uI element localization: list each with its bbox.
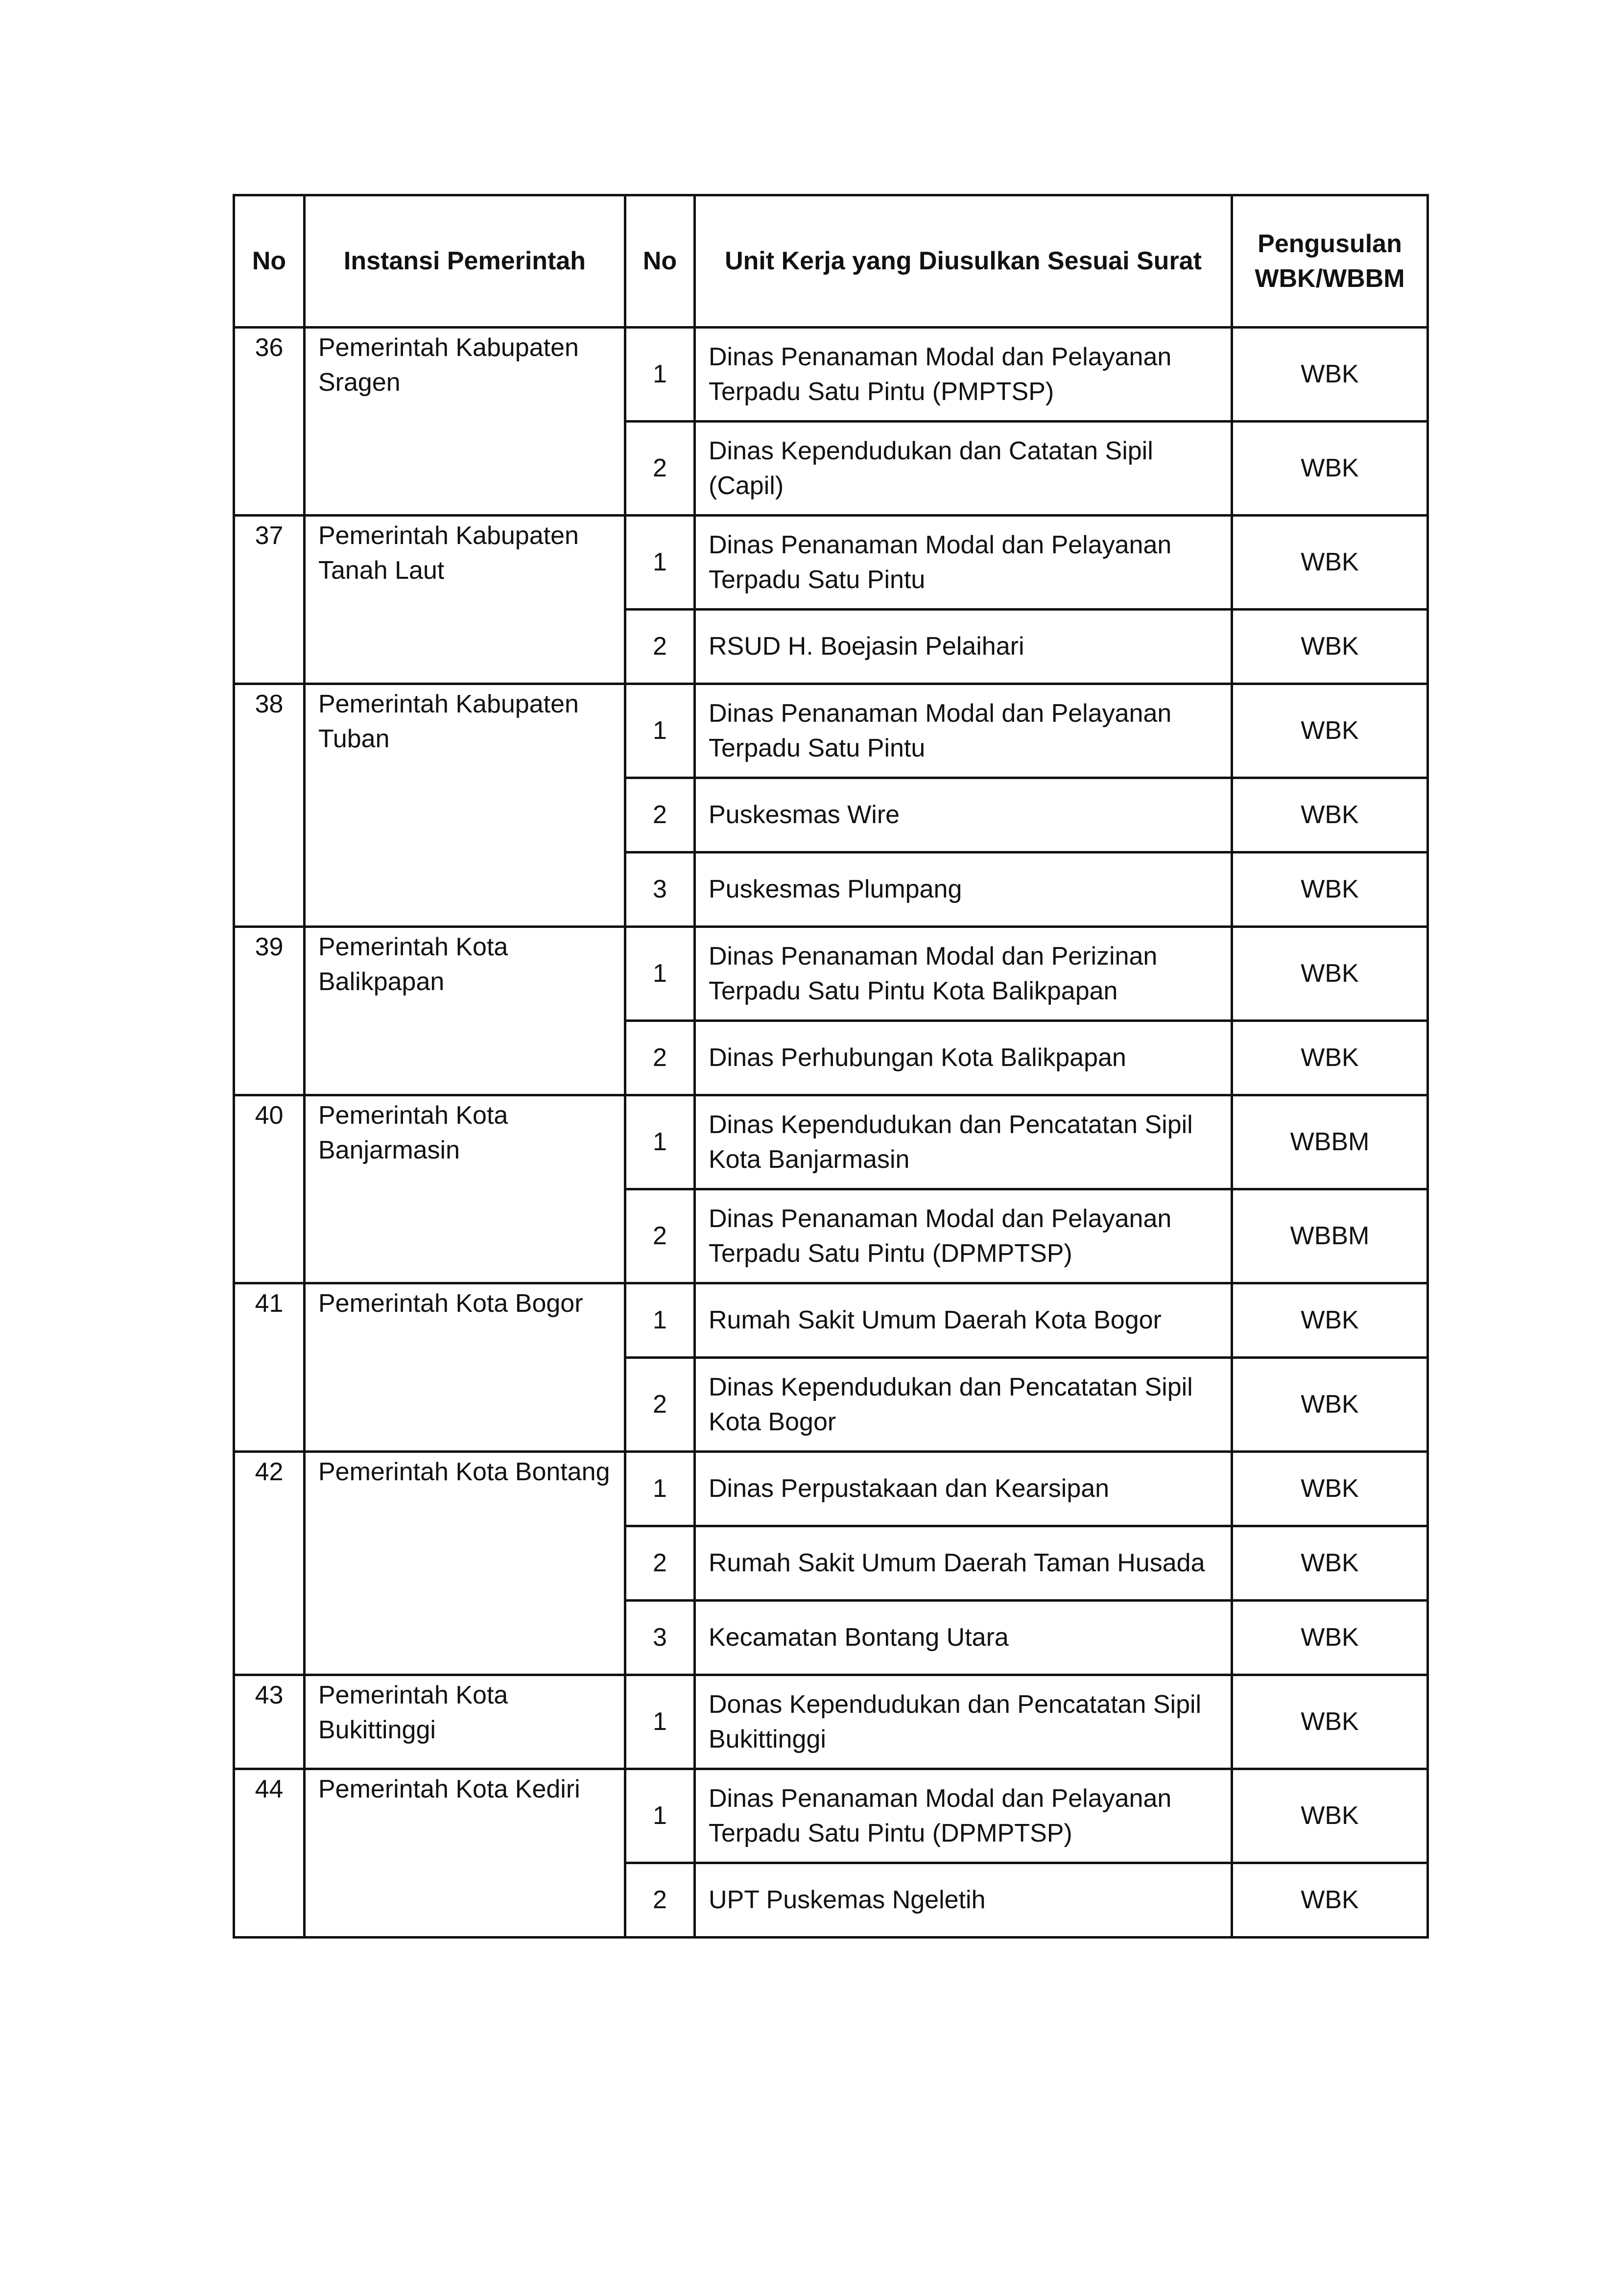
instansi-no: 41 (234, 1283, 305, 1452)
instansi-name: Pemerintah Kabupaten Tanah Laut (305, 516, 625, 684)
header-instansi: Instansi Pemerintah (305, 195, 625, 328)
table-row (234, 684, 1428, 778)
unit-name: Donas Kependudukan dan Pencatatan Sipil Bukittinggi (695, 1675, 1232, 1769)
unit-name: Dinas Kependudukan dan Catatan Sipil (Capil) (695, 422, 1232, 516)
unit-no: 1 (625, 1283, 695, 1358)
unit-name: Dinas Perhubungan Kota Balikpapan (695, 1021, 1232, 1095)
unit-no: 2 (625, 1021, 695, 1095)
instansi-name: Pemerintah Kota Balikpapan (305, 927, 625, 1095)
unit-name: Kecamatan Bontang Utara (695, 1601, 1232, 1675)
instansi-name: Pemerintah Kota Bukittinggi (305, 1675, 625, 1769)
unit-name: Dinas Penanaman Modal dan Pelayanan Terpadu Satu Pintu (DPMPTSP) (695, 1769, 1232, 1863)
instansi-no: 40 (234, 1095, 305, 1283)
proposal-type: WBBM (1232, 1189, 1428, 1283)
unit-name: Puskesmas Wire (695, 778, 1232, 852)
unit-name: Dinas Penanaman Modal dan Pelayanan Terpadu Satu Pintu (695, 516, 1232, 610)
unit-name: Rumah Sakit Umum Daerah Kota Bogor (695, 1283, 1232, 1358)
instansi-name: Pemerintah Kota Bogor (305, 1283, 625, 1452)
header-no: No (234, 195, 305, 328)
header-unit: Unit Kerja yang Diusulkan Sesuai Surat (695, 195, 1232, 328)
unit-name: Dinas Perpustakaan dan Kearsipan (695, 1452, 1232, 1526)
unit-no: 1 (625, 1095, 695, 1189)
unit-name: Dinas Penanaman Modal dan Pelayanan Terpadu Satu Pintu (DPMPTSP) (695, 1189, 1232, 1283)
instansi-no: 43 (234, 1675, 305, 1769)
unit-no: 3 (625, 1601, 695, 1675)
unit-name: Dinas Penanaman Modal dan Pelayanan Terpadu Satu Pintu (695, 684, 1232, 778)
table-row (234, 927, 1428, 1021)
unit-name: Rumah Sakit Umum Daerah Taman Husada (695, 1526, 1232, 1601)
table-header-row (234, 195, 1428, 328)
table-row (234, 1095, 1428, 1189)
instansi-name: Pemerintah Kota Banjarmasin (305, 1095, 625, 1283)
unit-no: 1 (625, 1452, 695, 1526)
unit-name: UPT Puskemas Ngeletih (695, 1863, 1232, 1938)
unit-no: 2 (625, 422, 695, 516)
unit-no: 2 (625, 778, 695, 852)
header-pengusulan-line2: WBK/WBBM (1255, 264, 1405, 293)
proposal-type: WBK (1232, 422, 1428, 516)
table-row (234, 516, 1428, 610)
table-row (234, 1283, 1428, 1358)
unit-no: 2 (625, 1863, 695, 1938)
proposal-type: WBK (1232, 610, 1428, 684)
proposal-type: WBK (1232, 1863, 1428, 1938)
unit-name: Dinas Kependudukan dan Pencatatan Sipil Kota Banjarmasin (695, 1095, 1232, 1189)
proposal-type: WBK (1232, 516, 1428, 610)
instansi-name: Pemerintah Kabupaten Tuban (305, 684, 625, 927)
unit-no: 1 (625, 684, 695, 778)
unit-name: Dinas Penanaman Modal dan Perizinan Terpadu Satu Pintu Kota Balikpapan (695, 927, 1232, 1021)
header-pengusulan-line1: Pengusulan (1258, 229, 1402, 258)
proposal-type: WBK (1232, 927, 1428, 1021)
instansi-no: 37 (234, 516, 305, 684)
unit-no: 1 (625, 1769, 695, 1863)
unit-no: 2 (625, 610, 695, 684)
header-unit-no: No (625, 195, 695, 328)
unit-name: Dinas Kependudukan dan Pencatatan Sipil Kota Bogor (695, 1358, 1232, 1452)
unit-no: 1 (625, 927, 695, 1021)
proposal-type: WBK (1232, 1769, 1428, 1863)
proposal-type: WBK (1232, 778, 1428, 852)
unit-no: 3 (625, 852, 695, 927)
proposal-type: WBK (1232, 1601, 1428, 1675)
table-row (234, 1675, 1428, 1769)
instansi-name: Pemerintah Kota Kediri (305, 1769, 625, 1938)
table-row (234, 1769, 1428, 1863)
proposal-type: WBK (1232, 328, 1428, 422)
table-row (234, 328, 1428, 422)
proposal-type: WBK (1232, 684, 1428, 778)
proposal-type: WBK (1232, 1021, 1428, 1095)
instansi-no: 42 (234, 1452, 305, 1675)
proposal-type: WBK (1232, 852, 1428, 927)
header-pengusulan (1232, 195, 1428, 328)
unit-no: 1 (625, 328, 695, 422)
proposal-type: WBK (1232, 1675, 1428, 1769)
unit-name: RSUD H. Boejasin Pelaihari (695, 610, 1232, 684)
instansi-no: 44 (234, 1769, 305, 1938)
table-row (234, 1452, 1428, 1526)
unit-no: 2 (625, 1358, 695, 1452)
instansi-no: 36 (234, 328, 305, 516)
proposal-table (233, 194, 1429, 1939)
proposal-type: WBK (1232, 1526, 1428, 1601)
unit-no: 1 (625, 1675, 695, 1769)
instansi-name: Pemerintah Kabupaten Sragen (305, 328, 625, 516)
proposal-type: WBK (1232, 1358, 1428, 1452)
instansi-no: 39 (234, 927, 305, 1095)
unit-no: 2 (625, 1526, 695, 1601)
unit-name: Puskesmas Plumpang (695, 852, 1232, 927)
unit-no: 1 (625, 516, 695, 610)
instansi-no: 38 (234, 684, 305, 927)
proposal-type: WBK (1232, 1452, 1428, 1526)
proposal-type: WBBM (1232, 1095, 1428, 1189)
unit-name: Dinas Penanaman Modal dan Pelayanan Terpadu Satu Pintu (PMPTSP) (695, 328, 1232, 422)
proposal-type: WBK (1232, 1283, 1428, 1358)
unit-no: 2 (625, 1189, 695, 1283)
instansi-name: Pemerintah Kota Bontang (305, 1452, 625, 1675)
